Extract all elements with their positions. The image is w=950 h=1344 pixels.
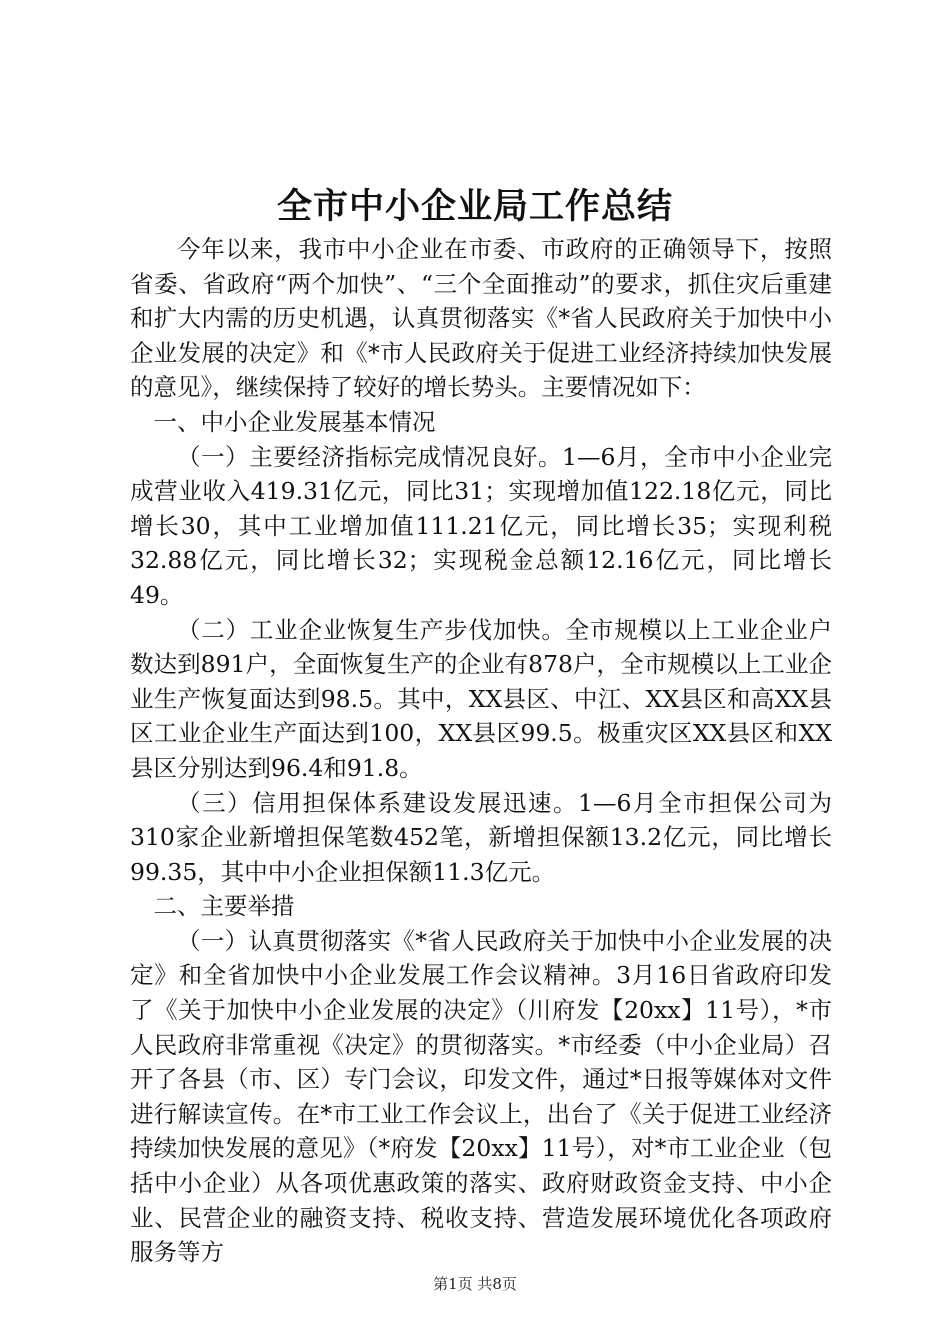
paragraph-credit-guarantee: （三）信用担保体系建设发展迅速。1—6月全市担保公司为310家企业新增担保笔数452笔，新增担保额13.2亿元，同比增长99.35，其中中小企业担保额11.3亿元。 — [130, 788, 832, 886]
section-heading-2: 二、主要举措 — [153, 892, 295, 921]
document-body — [130, 232, 832, 1270]
intro-paragraph: 今年以来，我市中小企业在市委、市政府的正确领导下，按照省委、省政府“两个加快”、“三个全面推动”的要求，抓住灾后重建和扩大内需的历史机遇，认真贯彻落实《*省人民政府关于加快中小企业发展的决定》和《*市人民政府关于促进工业经济持续加快发展的意见》，继续保持了较好的增长势头。主要情况如下： — [130, 235, 832, 402]
paragraph-policy-implementation: （一）认真贯彻落实《*省人民政府关于加快中小企业发展的决定》和全省加快中小企业发展工作会议精神。3月16日省政府印发了《关于加快中小企业发展的决定》（川府发【20xx】11号），*市人民政府非常重视《决定》的贯彻落实。*市经委（中小企业局）召开了各县（市、区）专门会议，印发文件，通过*日报等媒体对文件进行解读宣传。在*市工业工作会议上，出台了《关于促进工业经济持续加快发展的意见》（*府发【20xx】11号），对*市工业企业（包括中小企业）从各项优惠政策的落实、政府财政资金支持、中小企业、民营企业的融资支持、税收支持、营造发展环境优化各项政府服务等方 — [130, 926, 832, 1267]
page-footer: 第1页 共8页 — [433, 1275, 517, 1293]
paragraph-production-recovery: （二）工业企业恢复生产步伐加快。全市规模以上工业企业户数达到891户，全面恢复生产的企业有878户，全市规模以上工业企业生产恢复面达到98.5。其中，XX县区、中江、XX县区和高XX县区工业企业生产面达到100，XX县区99.5。极重灾区XX县区和XX县区分别达到96.4和91.8。 — [130, 615, 832, 782]
document-title: 全市中小企业局工作总结 — [276, 186, 673, 227]
section-heading-1: 一、中小企业发展基本情况 — [153, 407, 436, 436]
paragraph-economic-indicators: （一）主要经济指标完成情况良好。1—6月，全市中小企业完成营业收入419.31亿元，同比31；实现增加值122.18亿元，同比增长30，其中工业增加值111.21亿元，同比增长35；实现利税32.88亿元，同比增长32；实现税金总额12.16亿元，同比增长49。 — [130, 442, 832, 609]
